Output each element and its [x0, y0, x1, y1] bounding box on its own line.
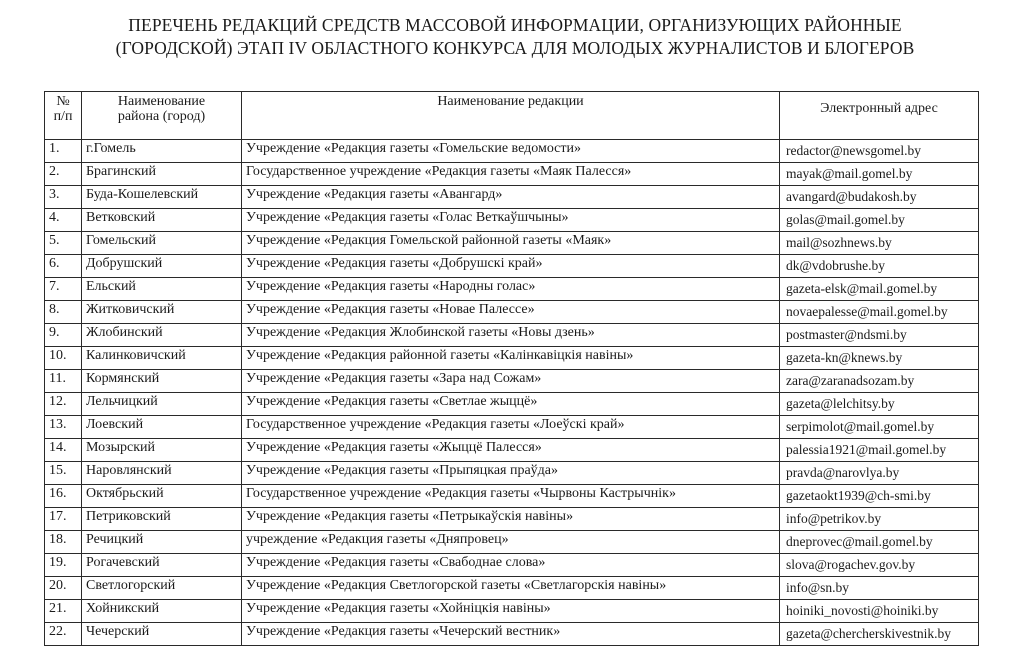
row-district: Гомельский	[82, 232, 242, 255]
row-district: Житковичский	[82, 301, 242, 324]
row-district: Добрушский	[82, 255, 242, 278]
row-editorial-name: Учреждение «Редакция районной газеты «Калінкавіцкія навіны»	[242, 347, 780, 370]
row-number: 1.	[45, 140, 82, 163]
table-row	[45, 531, 979, 554]
header-number	[45, 92, 82, 140]
row-email: gazeta@chercherskivestnik.by	[780, 623, 979, 646]
table-row	[45, 370, 979, 393]
row-number: 5.	[45, 232, 82, 255]
row-editorial-name: Учреждение «Редакция Гомельской районной газеты «Маяк»	[242, 232, 780, 255]
row-district: Ельский	[82, 278, 242, 301]
row-editorial-name: Учреждение «Редакция Жлобинской газеты «Новы дзень»	[242, 324, 780, 347]
row-district: Калинковичский	[82, 347, 242, 370]
table-row	[45, 163, 979, 186]
row-district: Наровлянский	[82, 462, 242, 485]
table-row	[45, 324, 979, 347]
row-email: dneprovec@mail.gomel.by	[780, 531, 979, 554]
table-row	[45, 278, 979, 301]
header-district-line-2: района (город)	[117, 109, 206, 124]
row-number: 9.	[45, 324, 82, 347]
row-editorial-name: Учреждение «Редакция газеты «Новае Палессе»	[242, 301, 780, 324]
table-row	[45, 623, 979, 646]
row-email: gazeta@lelchitsy.by	[780, 393, 979, 416]
row-number: 10.	[45, 347, 82, 370]
table-row	[45, 485, 979, 508]
row-email: slova@rogachev.gov.by	[780, 554, 979, 577]
table-row	[45, 416, 979, 439]
table-row	[45, 255, 979, 278]
table-row	[45, 600, 979, 623]
row-district: Брагинский	[82, 163, 242, 186]
row-email: avangard@budakosh.by	[780, 186, 979, 209]
row-editorial-name: Учреждение «Редакция газеты «Петрыкаўскія навіны»	[242, 508, 780, 531]
row-number: 17.	[45, 508, 82, 531]
table-row	[45, 462, 979, 485]
row-district: Мозырский	[82, 439, 242, 462]
header-district	[82, 92, 242, 140]
table-row	[45, 508, 979, 531]
row-email: novaepalesse@mail.gomel.by	[780, 301, 979, 324]
row-editorial-name: Государственное учреждение «Редакция газеты «Лоеўскі край»	[242, 416, 780, 439]
row-number: 6.	[45, 255, 82, 278]
row-district: Жлобинский	[82, 324, 242, 347]
row-editorial-name: Учреждение «Редакция газеты «Авангард»	[242, 186, 780, 209]
header-editorial-name: Наименование редакции	[242, 92, 780, 140]
row-editorial-name: Учреждение «Редакция Светлогорской газеты «Светлагорскія навіны»	[242, 577, 780, 600]
row-email: redactor@newsgomel.by	[780, 140, 979, 163]
header-number-line-2: п/п	[53, 109, 73, 124]
row-editorial-name: Государственное учреждение «Редакция газеты «Маяк Палесся»	[242, 163, 780, 186]
row-district: Октябрьский	[82, 485, 242, 508]
row-email: postmaster@ndsmi.by	[780, 324, 979, 347]
row-number: 18.	[45, 531, 82, 554]
row-district: Светлогорский	[82, 577, 242, 600]
table-row	[45, 186, 979, 209]
table-row	[45, 347, 979, 370]
table-row	[45, 232, 979, 255]
row-editorial-name: учреждение «Редакция газеты «Дняпровец»	[242, 531, 780, 554]
table-row	[45, 301, 979, 324]
row-district: Кормянский	[82, 370, 242, 393]
row-district: Речицкий	[82, 531, 242, 554]
row-number: 16.	[45, 485, 82, 508]
row-number: 14.	[45, 439, 82, 462]
row-email: zara@zaranadsozam.by	[780, 370, 979, 393]
row-number: 3.	[45, 186, 82, 209]
table-row	[45, 140, 979, 163]
table-row	[45, 393, 979, 416]
row-number: 21.	[45, 600, 82, 623]
row-editorial-name: Учреждение «Редакция газеты «Светлае жыццё»	[242, 393, 780, 416]
table-row	[45, 577, 979, 600]
row-editorial-name: Учреждение «Редакция газеты «Зара над Сожам»	[242, 370, 780, 393]
table-header-row	[45, 92, 979, 140]
row-number: 19.	[45, 554, 82, 577]
row-district: Петриковский	[82, 508, 242, 531]
table-row	[45, 554, 979, 577]
row-email: info@petrikov.by	[780, 508, 979, 531]
row-number: 4.	[45, 209, 82, 232]
row-number: 12.	[45, 393, 82, 416]
row-editorial-name: Учреждение «Редакция газеты «Чечерский вестник»	[242, 623, 780, 646]
header-email: Электронный адрес	[780, 92, 979, 140]
row-email: golas@mail.gomel.by	[780, 209, 979, 232]
row-email: hoiniki_novosti@hoiniki.by	[780, 600, 979, 623]
header-district-line-1: Наименование	[117, 94, 206, 109]
row-district: Лельчицкий	[82, 393, 242, 416]
row-editorial-name: Учреждение «Редакция газеты «Прыпяцкая праўда»	[242, 462, 780, 485]
row-district: Буда-Кошелевский	[82, 186, 242, 209]
row-editorial-name: Учреждение «Редакция газеты «Свабоднае слова»	[242, 554, 780, 577]
row-email: pravda@narovlya.by	[780, 462, 979, 485]
row-district: Чечерский	[82, 623, 242, 646]
row-editorial-name: Учреждение «Редакция газеты «Гомельские ведомости»	[242, 140, 780, 163]
row-number: 11.	[45, 370, 82, 393]
row-editorial-name: Учреждение «Редакция газеты «Добрушскі край»	[242, 255, 780, 278]
row-district: Ветковский	[82, 209, 242, 232]
row-number: 15.	[45, 462, 82, 485]
row-email: mail@sozhnews.by	[780, 232, 979, 255]
row-number: 8.	[45, 301, 82, 324]
document-title-line-1: ПЕРЕЧЕНЬ РЕДАКЦИЙ СРЕДСТВ МАССОВОЙ ИНФОРМАЦИИ, ОРГАНИЗУЮЩИХ РАЙОННЫЕ	[128, 15, 902, 35]
table-row	[45, 439, 979, 462]
row-email: gazetaokt1939@ch-smi.by	[780, 485, 979, 508]
row-number: 2.	[45, 163, 82, 186]
row-number: 20.	[45, 577, 82, 600]
document-title-line-2: (ГОРОДСКОЙ) ЭТАП IV ОБЛАСТНОГО КОНКУРСА ДЛЯ МОЛОДЫХ ЖУРНАЛИСТОВ И БЛОГЕРОВ	[115, 38, 915, 58]
row-number: 7.	[45, 278, 82, 301]
row-number: 13.	[45, 416, 82, 439]
row-number: 22.	[45, 623, 82, 646]
row-email: mayak@mail.gomel.by	[780, 163, 979, 186]
media-editorial-table	[44, 91, 979, 646]
row-email: info@sn.by	[780, 577, 979, 600]
row-editorial-name: Учреждение «Редакция газеты «Народны голас»	[242, 278, 780, 301]
header-number-line-1: №	[56, 94, 70, 109]
row-district: Рогачевский	[82, 554, 242, 577]
row-email: serpimolot@mail.gomel.by	[780, 416, 979, 439]
document-title	[40, 14, 990, 60]
row-editorial-name: Государственное учреждение «Редакция газеты «Чырвоны Кастрычнік»	[242, 485, 780, 508]
row-editorial-name: Учреждение «Редакция газеты «Хойніцкія навіны»	[242, 600, 780, 623]
row-email: gazeta-elsk@mail.gomel.by	[780, 278, 979, 301]
row-editorial-name: Учреждение «Редакция газеты «Голас Веткаўшчыны»	[242, 209, 780, 232]
row-email: gazeta-kn@knews.by	[780, 347, 979, 370]
row-district: Лоевский	[82, 416, 242, 439]
row-district: г.Гомель	[82, 140, 242, 163]
row-editorial-name: Учреждение «Редакция газеты «Жыццё Палесся»	[242, 439, 780, 462]
table-row	[45, 209, 979, 232]
row-email: dk@vdobrushe.by	[780, 255, 979, 278]
row-district: Хойникский	[82, 600, 242, 623]
row-email: palessia1921@mail.gomel.by	[780, 439, 979, 462]
